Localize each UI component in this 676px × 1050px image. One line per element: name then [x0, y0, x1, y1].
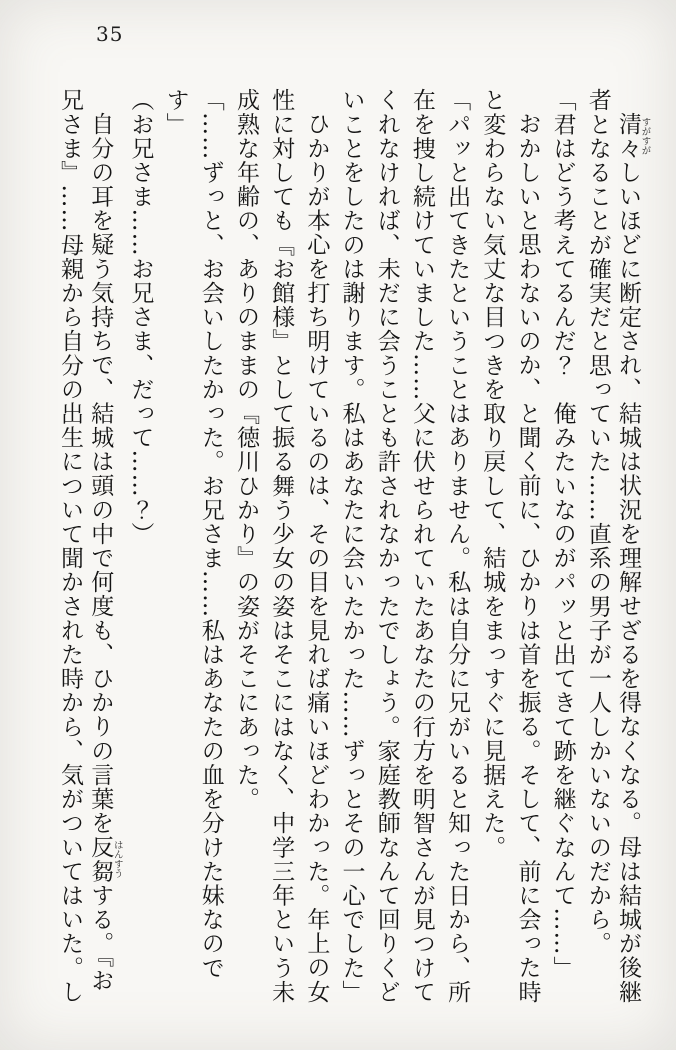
text-column: 清々すがすがしいほどに断定され、結城は状況を理解せざるを得なくなる。母は結城が後継: [615, 112, 651, 1004]
text-column: 性に対しても『お館様』として振る舞う少女の姿はそこにはなく、中学三年という未: [268, 88, 295, 1004]
text-column: 「……ずっと、お会いしたかった。お兄さま……私はあなたの血を分けた妹なので: [197, 88, 224, 980]
text-column: （お兄さま……お兄さま、だって……？）: [127, 88, 154, 546]
furigana-annotation: 反芻はんすう: [87, 835, 123, 884]
text-column: 「君はどう考えてるんだ？ 俺みたいなのがパッと出てきて跡を継ぐなんて……」: [549, 88, 576, 980]
text-column: 兄さま』……母親から自分の出生について聞かされた時から、気がついてはいた。し: [57, 88, 83, 1004]
text-column: と変わらない気丈な目つきを取り戻して、結城をまっすぐに見据えた。: [479, 88, 506, 860]
text-column: おかしいと思わないのか、と聞く前に、ひかりは首を振る。そして、前に会った時: [514, 112, 541, 1004]
text-column: 者となることが確実だと思っていた……直系の男子が一人しかいないのだから。: [584, 88, 611, 956]
page-number: 35: [96, 22, 124, 46]
text-column: くれなければ、未だに会うことも許されなかったでしょう。家庭教師なんて回りくど: [373, 88, 400, 1004]
text-column: 「パッと出てきたということはありません。私は自分に兄がいると知った日から、所: [444, 88, 471, 1004]
text-column: 在を捜し続けていました……父に伏せられていたあなたの行方を明智さんが見つけて: [408, 88, 435, 1004]
text-column: ひかりが本心を打ち明けているのは、その目を見れば痛いほどわかった。年上の女: [303, 112, 330, 1004]
text-column: いことをしたのは謝ります。私はあなたに会いたかった……ずっとその一心でした」: [338, 88, 365, 1004]
furigana-annotation: 清々すがすが: [615, 112, 651, 161]
text-column: す」: [162, 88, 189, 137]
text-column: 成熟な年齢の、ありのままの『徳川ひかり』の姿がそこにあった。: [232, 88, 259, 811]
vertical-text-block: [52, 88, 650, 1016]
text-column: 自分の耳を疑う気持ちで、結城は頭の中で何度も、ひかりの言葉を反芻はんすうする。『お: [87, 112, 123, 993]
